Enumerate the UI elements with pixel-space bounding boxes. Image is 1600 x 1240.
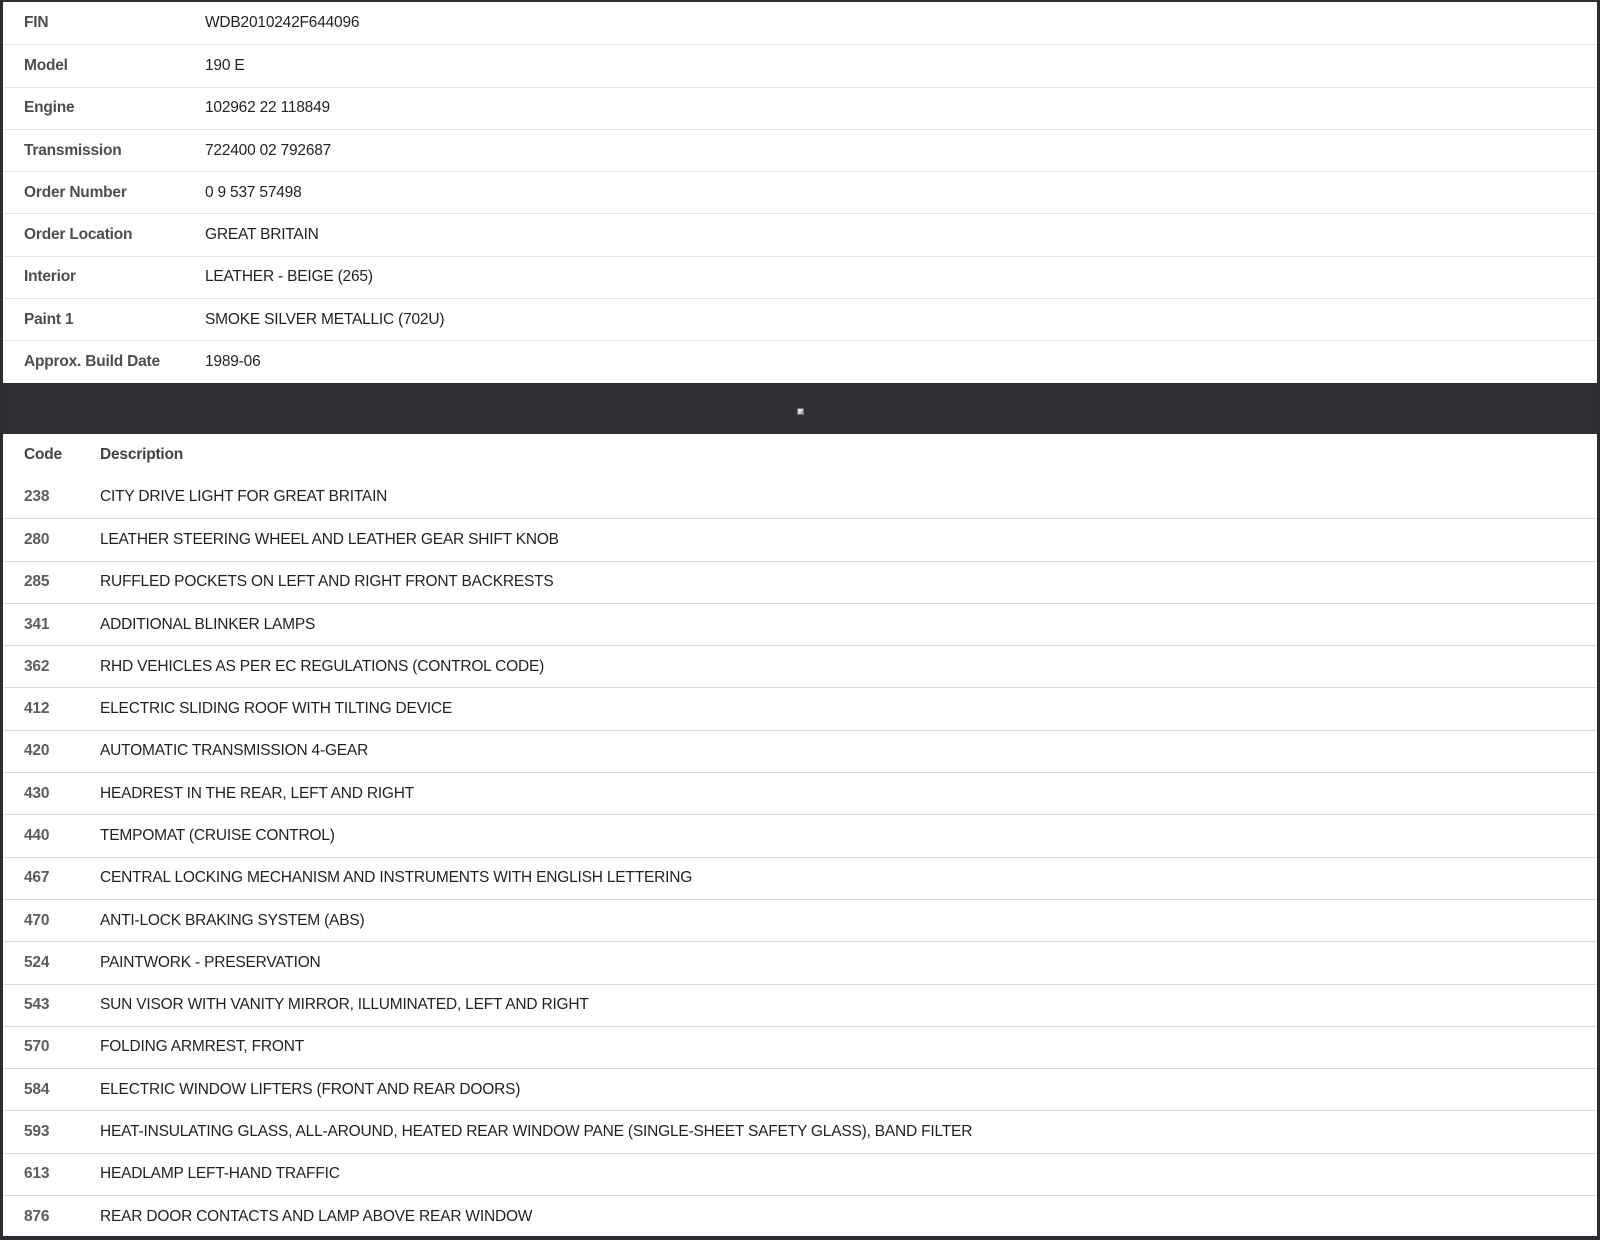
info-value: 102962 22 118849	[205, 99, 330, 117]
description-column-header: Description	[100, 445, 184, 463]
code-column-header: Code	[24, 445, 62, 463]
option-code-row	[3, 941, 1597, 983]
option-description: ANTI-LOCK BRAKING SYSTEM (ABS)	[100, 911, 365, 929]
option-codes-table	[3, 434, 1597, 1238]
info-value: WDB2010242F644096	[205, 14, 360, 32]
option-code-row	[3, 561, 1597, 603]
option-description: LEATHER STEERING WHEEL AND LEATHER GEAR SHIFT KNOB	[100, 530, 559, 548]
option-code: 570	[24, 1038, 50, 1056]
info-label: Transmission	[24, 141, 122, 159]
option-code: 467	[24, 869, 50, 887]
option-code-row	[3, 1110, 1597, 1152]
option-code: 430	[24, 784, 50, 802]
option-description: HEAT-INSULATING GLASS, ALL-AROUND, HEATED REAR WINDOW PANE (SINGLE-SHEET SAFETY GLASS), BAND FILTER	[100, 1123, 973, 1141]
option-code: 470	[24, 911, 50, 929]
option-code: 440	[24, 826, 50, 844]
info-row	[3, 171, 1597, 213]
option-description: AUTOMATIC TRANSMISSION 4-GEAR	[100, 742, 369, 760]
option-code: 362	[24, 657, 50, 675]
option-code-row	[3, 899, 1597, 941]
info-value: SMOKE SILVER METALLIC (702U)	[205, 310, 445, 328]
info-value: GREAT BRITAIN	[205, 226, 319, 244]
section-banner	[0, 383, 1600, 434]
broken-image-icon	[797, 408, 804, 415]
option-code-row	[3, 984, 1597, 1026]
option-code: 593	[24, 1123, 50, 1141]
info-row	[3, 256, 1597, 298]
info-label: Paint 1	[24, 310, 74, 328]
info-value: 0 9 537 57498	[205, 183, 302, 201]
option-code-row	[3, 603, 1597, 645]
option-code: 341	[24, 615, 50, 633]
info-row	[3, 44, 1597, 86]
option-code-row	[3, 1068, 1597, 1110]
option-description: ELECTRIC SLIDING ROOF WITH TILTING DEVICE	[100, 700, 453, 718]
option-code: 876	[24, 1207, 50, 1225]
option-description: ADDITIONAL BLINKER LAMPS	[100, 615, 316, 633]
info-row	[3, 298, 1597, 340]
info-label: Approx. Build Date	[24, 353, 160, 371]
info-row	[3, 129, 1597, 171]
option-code: 285	[24, 573, 50, 591]
option-description: CITY DRIVE LIGHT FOR GREAT BRITAIN	[100, 488, 388, 506]
option-code-row	[3, 857, 1597, 899]
option-description: PAINTWORK - PRESERVATION	[100, 953, 321, 971]
info-label: Order Location	[24, 226, 133, 244]
option-code: 524	[24, 953, 50, 971]
info-label: Order Number	[24, 183, 127, 201]
info-label: FIN	[24, 14, 49, 32]
info-row	[3, 340, 1597, 382]
codes-rows	[3, 476, 1597, 1237]
info-value: 1989-06	[205, 353, 261, 371]
info-row	[3, 2, 1597, 44]
info-row	[3, 87, 1597, 129]
info-value: LEATHER - BEIGE (265)	[205, 268, 373, 286]
option-description: FOLDING ARMREST, FRONT	[100, 1038, 305, 1056]
option-description: SUN VISOR WITH VANITY MIRROR, ILLUMINATED, LEFT AND RIGHT	[100, 996, 589, 1014]
info-value: 190 E	[205, 56, 245, 74]
option-description: REAR DOOR CONTACTS AND LAMP ABOVE REAR WINDOW	[100, 1207, 533, 1225]
info-label: Interior	[24, 268, 76, 286]
info-label: Engine	[24, 99, 75, 117]
info-value: 722400 02 792687	[205, 141, 332, 159]
option-code: 584	[24, 1080, 50, 1098]
option-description: TEMPOMAT (CRUISE CONTROL)	[100, 826, 335, 844]
option-description: ELECTRIC WINDOW LIFTERS (FRONT AND REAR DOORS)	[100, 1080, 521, 1098]
option-code: 412	[24, 700, 50, 718]
option-code-row	[3, 730, 1597, 772]
option-code: 420	[24, 742, 50, 760]
option-code-row	[3, 772, 1597, 814]
option-description: HEADLAMP LEFT-HAND TRAFFIC	[100, 1165, 340, 1183]
option-code: 280	[24, 530, 50, 548]
option-code: 613	[24, 1165, 50, 1183]
vehicle-info-table	[3, 2, 1597, 383]
info-label: Model	[24, 56, 68, 74]
option-description: CENTRAL LOCKING MECHANISM AND INSTRUMENTS WITH ENGLISH LETTERING	[100, 869, 693, 887]
option-code-row	[3, 814, 1597, 856]
info-row	[3, 213, 1597, 255]
option-description: RUFFLED POCKETS ON LEFT AND RIGHT FRONT BACKRESTS	[100, 573, 554, 591]
codes-header-row	[3, 434, 1597, 476]
option-description: RHD VEHICLES AS PER EC REGULATIONS (CONTROL CODE)	[100, 657, 545, 675]
option-code-row	[3, 1195, 1597, 1237]
option-code-row	[3, 645, 1597, 687]
option-code: 543	[24, 996, 50, 1014]
option-code-row	[3, 1153, 1597, 1195]
option-code: 238	[24, 488, 50, 506]
option-description: HEADREST IN THE REAR, LEFT AND RIGHT	[100, 784, 415, 802]
option-code-row	[3, 476, 1597, 518]
option-code-row	[3, 518, 1597, 560]
option-code-row	[3, 1026, 1597, 1068]
option-code-row	[3, 687, 1597, 729]
